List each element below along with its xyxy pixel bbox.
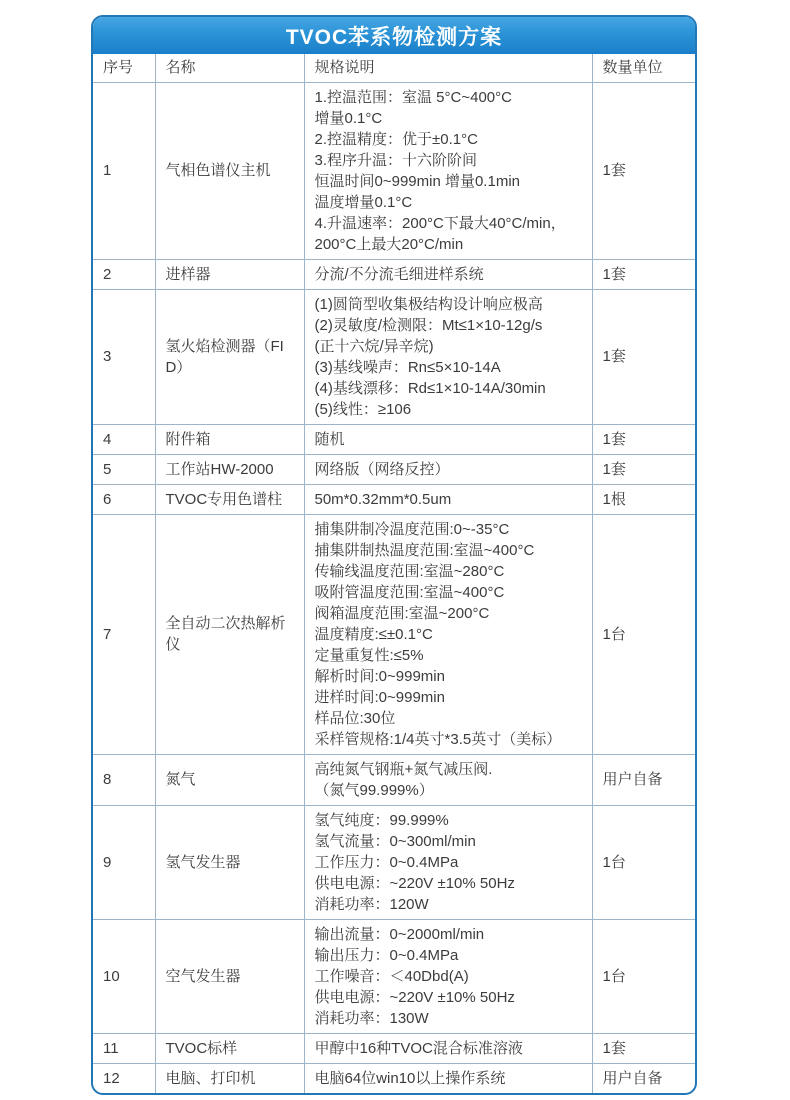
table-row bbox=[93, 82, 695, 259]
spec-table-panel bbox=[91, 15, 697, 1095]
spec-line: 解析时间:0~999min bbox=[314, 667, 445, 685]
item-spec-cell bbox=[304, 289, 592, 424]
item-name-cell: 空气发生器 bbox=[155, 919, 304, 1033]
item-qty-cell: 1套 bbox=[592, 289, 695, 424]
row-number-cell: 4 bbox=[93, 424, 155, 454]
row-number-cell: 7 bbox=[93, 514, 155, 754]
header-row bbox=[93, 54, 695, 82]
item-spec-cell bbox=[304, 1033, 592, 1063]
spec-line: 3.程序升温：十六阶阶间 bbox=[314, 151, 478, 169]
spec-line: 捕集阱制热温度范围:室温~400°C bbox=[314, 541, 535, 559]
item-qty-cell: 1套 bbox=[592, 454, 695, 484]
row-number-cell: 3 bbox=[93, 289, 155, 424]
spec-line: 随机 bbox=[314, 430, 345, 448]
spec-line: 网络版（网络反控） bbox=[314, 460, 450, 478]
item-qty-cell: 1套 bbox=[592, 82, 695, 259]
table-row bbox=[93, 919, 695, 1033]
item-name-cell: 全自动二次热解析仪 bbox=[155, 514, 304, 754]
table-row bbox=[93, 514, 695, 754]
item-qty-cell: 1根 bbox=[592, 484, 695, 514]
table-row bbox=[93, 484, 695, 514]
spec-line: （氮气99.999%） bbox=[314, 781, 434, 799]
item-spec-cell bbox=[304, 82, 592, 259]
item-spec-cell bbox=[304, 1063, 592, 1093]
spec-line: 恒温时间0~999min 增量0.1min bbox=[314, 172, 520, 190]
spec-line: (1)圆筒型收集极结构设计响应极高 bbox=[314, 295, 543, 313]
item-qty-cell: 1台 bbox=[592, 514, 695, 754]
spec-line: 高纯氮气钢瓶+氮气减压阀. bbox=[314, 760, 493, 778]
spec-line: 阀箱温度范围:室温~200°C bbox=[314, 604, 490, 622]
item-qty-cell: 1套 bbox=[592, 424, 695, 454]
spec-line: 1.控温范围：室温 5°C~400°C bbox=[314, 88, 512, 106]
spec-line: 供电电源：~220V ±10% 50Hz bbox=[314, 988, 515, 1006]
table-row bbox=[93, 289, 695, 424]
spec-line: 氢气纯度：99.999% bbox=[314, 811, 449, 829]
item-qty-cell: 1套 bbox=[592, 1033, 695, 1063]
column-header-no: 序号 bbox=[93, 54, 155, 82]
spec-line: 消耗功率：130W bbox=[314, 1009, 429, 1027]
item-qty-cell: 用户自备 bbox=[592, 754, 695, 805]
spec-line: 温度增量0.1°C bbox=[314, 193, 413, 211]
column-header-spec: 规格说明 bbox=[304, 54, 592, 82]
spec-table bbox=[93, 54, 695, 1093]
item-qty-cell: 1台 bbox=[592, 919, 695, 1033]
item-name-cell: 进样器 bbox=[155, 259, 304, 289]
row-number-cell: 5 bbox=[93, 454, 155, 484]
spec-line: 捕集阱制冷温度范围:0~-35°C bbox=[314, 520, 510, 538]
table-row bbox=[93, 259, 695, 289]
spec-line: 2.控温精度：优于±0.1°C bbox=[314, 130, 478, 148]
item-spec-cell bbox=[304, 259, 592, 289]
column-header-qty: 数量单位 bbox=[592, 54, 695, 82]
spec-line: 电脑64位win10以上操作系统 bbox=[314, 1069, 506, 1087]
spec-line: 消耗功率：120W bbox=[314, 895, 429, 913]
row-number-cell: 10 bbox=[93, 919, 155, 1033]
item-name-cell: 气相色谱仪主机 bbox=[155, 82, 304, 259]
item-spec-cell bbox=[304, 754, 592, 805]
item-spec-cell bbox=[304, 454, 592, 484]
spec-line: 供电电源：~220V ±10% 50Hz bbox=[314, 874, 515, 892]
spec-line: (4)基线漂移：Rd≤1×10-14A/30min bbox=[314, 379, 546, 397]
spec-line: 甲醇中16种TVOC混合标准溶液 bbox=[314, 1039, 523, 1057]
spec-line: (正十六烷/异辛烷) bbox=[314, 337, 434, 355]
item-spec-cell bbox=[304, 514, 592, 754]
item-name-cell: 附件箱 bbox=[155, 424, 304, 454]
spec-line: 传输线温度范围:室温~280°C bbox=[314, 562, 505, 580]
spec-line: 吸附管温度范围:室温~400°C bbox=[314, 583, 505, 601]
item-qty-cell: 1台 bbox=[592, 805, 695, 919]
item-spec-cell bbox=[304, 484, 592, 514]
item-spec-cell bbox=[304, 805, 592, 919]
column-header-name: 名称 bbox=[155, 54, 304, 82]
table-row bbox=[93, 1063, 695, 1093]
spec-line: 4.升温速率：200°C下最大40°C/min， bbox=[314, 214, 566, 232]
item-name-cell: TVOC专用色谱柱 bbox=[155, 484, 304, 514]
spec-line: 温度精度:≤±0.1°C bbox=[314, 625, 433, 643]
table-row bbox=[93, 454, 695, 484]
row-number-cell: 2 bbox=[93, 259, 155, 289]
item-name-cell: 氮气 bbox=[155, 754, 304, 805]
table-row bbox=[93, 1033, 695, 1063]
spec-line: 200°C上最大20°C/min bbox=[314, 235, 464, 253]
row-number-cell: 8 bbox=[93, 754, 155, 805]
spec-line: 50m*0.32mm*0.5um bbox=[314, 490, 452, 508]
item-qty-cell: 用户自备 bbox=[592, 1063, 695, 1093]
spec-line: (2)灵敏度/检测限：Mt≤1×10-12g/s bbox=[314, 316, 543, 334]
spec-line: 定量重复性:≤5% bbox=[314, 646, 424, 664]
item-spec-cell bbox=[304, 919, 592, 1033]
spec-line: 工作压力：0~0.4MPa bbox=[314, 853, 459, 871]
table-row bbox=[93, 424, 695, 454]
spec-line: (3)基线噪声：Rn≤5×10-14A bbox=[314, 358, 501, 376]
item-spec-cell bbox=[304, 424, 592, 454]
table-row bbox=[93, 754, 695, 805]
item-name-cell: 工作站HW-2000 bbox=[155, 454, 304, 484]
page-title: TVOC苯系物检测方案 bbox=[93, 17, 695, 54]
spec-line: 增量0.1°C bbox=[314, 109, 383, 127]
spec-line: 采样管规格:1/4英寸*3.5英寸（美标） bbox=[314, 730, 562, 748]
spec-line: 工作噪音：＜40Dbd(A) bbox=[314, 967, 469, 985]
spec-line: 输出流量：0~2000ml/min bbox=[314, 925, 485, 943]
spec-line: 输出压力：0~0.4MPa bbox=[314, 946, 459, 964]
row-number-cell: 11 bbox=[93, 1033, 155, 1063]
row-number-cell: 12 bbox=[93, 1063, 155, 1093]
spec-table-body bbox=[93, 82, 695, 1093]
item-name-cell: 氢气发生器 bbox=[155, 805, 304, 919]
item-name-cell: 电脑、打印机 bbox=[155, 1063, 304, 1093]
spec-line: 样品位:30位 bbox=[314, 709, 396, 727]
spec-line: 分流/不分流毛细进样系统 bbox=[314, 265, 484, 283]
item-qty-cell: 1套 bbox=[592, 259, 695, 289]
row-number-cell: 1 bbox=[93, 82, 155, 259]
spec-line: 进样时间:0~999min bbox=[314, 688, 445, 706]
spec-line: 氢气流量：0~300ml/min bbox=[314, 832, 476, 850]
item-name-cell: TVOC标样 bbox=[155, 1033, 304, 1063]
row-number-cell: 9 bbox=[93, 805, 155, 919]
spec-line: (5)线性：≥106 bbox=[314, 400, 412, 418]
row-number-cell: 6 bbox=[93, 484, 155, 514]
table-row bbox=[93, 805, 695, 919]
item-name-cell: 氢火焰检测器（FID） bbox=[155, 289, 304, 424]
